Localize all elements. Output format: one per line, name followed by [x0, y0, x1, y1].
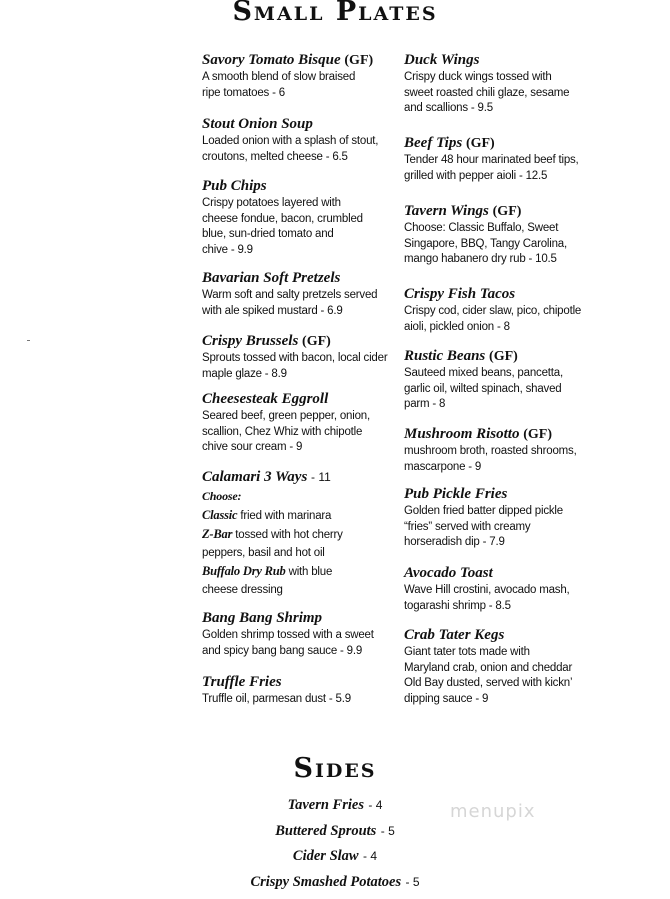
gluten-free-tag: (GF) — [302, 334, 331, 349]
item-desc-line: Loaded onion with a splash of stout, — [202, 135, 379, 147]
item-desc-line: Giant tater tots made with — [404, 646, 530, 658]
item-desc-line: aioli, pickled onion - 8 — [404, 320, 510, 333]
item-desc-line: Choose: Classic Buffalo, Sweet — [404, 222, 559, 234]
item-desc-line: A smooth blend of slow braised — [202, 71, 356, 83]
item-desc-line: Truffle oil, parmesan dust - 5.9 — [202, 693, 351, 705]
item-desc-line: and spicy bang bang sauce - 9.9 — [202, 644, 363, 657]
menu-item — [202, 391, 392, 456]
item-desc-line: Old Bay dusted, served with kickn’ — [404, 677, 573, 689]
item-name: Rustic Beans — [404, 348, 486, 364]
menu-item — [202, 116, 392, 165]
item-desc-line: togarashi shrimp - 8.5 — [404, 599, 511, 612]
gluten-free-tag: (GF) — [344, 53, 374, 68]
item-desc-line: ripe tomatoes - 6 — [202, 86, 285, 99]
side-price: - 5 — [405, 875, 420, 889]
item-name: Bang Bang Shrimp — [202, 610, 323, 626]
menu-item — [404, 426, 599, 475]
side-price: - 4 — [368, 798, 383, 812]
item-desc-line: horseradish dip - 7.9 — [404, 536, 505, 548]
item-desc-line: blue, sun-dried tomato and — [202, 228, 334, 240]
item-desc-line: chive sour cream - 9 — [202, 441, 303, 453]
menu-item — [202, 52, 392, 101]
item-name: Duck Wings — [404, 52, 480, 68]
menu-item — [202, 333, 392, 382]
side-price: - 4 — [363, 849, 378, 863]
item-name: Cheesesteak Eggroll — [202, 391, 329, 407]
item-name: Crispy Brussels — [202, 333, 299, 349]
side-name: Cider Slaw — [292, 848, 359, 864]
item-price: - 11 — [311, 470, 331, 484]
item-desc-line: parm - 8 — [404, 398, 446, 410]
item-desc-line: croutons, melted cheese - 6.5 — [202, 150, 348, 163]
item-name: Avocado Toast — [404, 565, 493, 581]
watermark: menupix — [450, 801, 536, 822]
side-item — [0, 822, 670, 840]
item-name: Stout Onion Soup — [202, 116, 313, 132]
side-item — [0, 796, 670, 814]
item-desc-line: Crispy duck wings tossed with — [404, 71, 552, 83]
item-desc-line: grilled with pepper aioli - 12.5 — [404, 169, 548, 182]
option-name: Classic — [202, 508, 238, 522]
gluten-free-tag: (GF) — [523, 427, 552, 442]
item-name: Mushroom Risotto — [404, 426, 520, 442]
item-desc-line: and scallions - 9.5 — [404, 102, 493, 114]
item-desc-line: garlic oil, wilted spinach, shaved — [404, 382, 562, 395]
item-desc-line: Sauteed mixed beans, pancetta, — [404, 367, 563, 379]
item-desc-line: Crispy potatoes layered with — [202, 197, 341, 209]
item-name: Crab Tater Kegs — [404, 627, 505, 643]
item-desc-line: mango habanero dry rub - 10.5 — [404, 253, 557, 265]
small-plates-heading: Small Plates — [232, 0, 438, 27]
option-desc: peppers, basil and hot oil — [202, 547, 325, 559]
menu-item — [404, 286, 599, 335]
item-desc-line: mushroom broth, roasted shrooms, — [404, 445, 577, 457]
item-name: Bavarian Soft Pretzels — [202, 270, 341, 286]
option-desc: with blue — [288, 566, 333, 578]
option-name: Z-Bar — [202, 527, 233, 541]
item-name: Pub Chips — [202, 178, 267, 194]
choose-label: Choose: — [202, 489, 242, 503]
item-desc-line: chive - 9.9 — [202, 243, 253, 256]
side-price: - 5 — [380, 824, 395, 838]
item-desc-line: Crispy cod, cider slaw, pico, chipotle — [404, 305, 582, 317]
item-name: Savory Tomato Bisque — [202, 52, 341, 68]
item-desc-line: dipping sauce - 9 — [404, 692, 489, 705]
item-desc-line: cheese fondue, bacon, crumbled — [202, 212, 363, 225]
side-name: Crispy Smashed Potatoes — [250, 874, 402, 890]
sides-heading: Sides — [293, 753, 377, 784]
item-desc-line: Golden shrimp tossed with a sweet — [202, 629, 374, 641]
menu-item — [202, 270, 392, 319]
item-desc-line: Seared beef, green pepper, onion, — [202, 410, 370, 422]
menu-item — [404, 135, 599, 184]
gluten-free-tag: (GF) — [489, 349, 518, 364]
scan-artifact — [27, 340, 30, 341]
item-desc-line: Warm soft and salty pretzels served — [202, 289, 378, 301]
menu-item — [404, 627, 599, 707]
item-name: Calamari 3 Ways — [202, 469, 308, 485]
side-item — [0, 873, 670, 891]
menu-item — [404, 203, 599, 268]
option-desc: cheese dressing — [202, 584, 283, 596]
option-name: Buffalo Dry Rub — [202, 564, 286, 578]
gluten-free-tag: (GF) — [465, 136, 495, 151]
menu-item — [202, 610, 392, 659]
gluten-free-tag: (GF) — [492, 204, 522, 219]
item-desc-line: maple glaze - 8.9 — [202, 367, 287, 380]
side-item — [0, 847, 670, 865]
menu-item — [202, 178, 392, 258]
item-name: Crispy Fish Tacos — [404, 286, 516, 302]
side-name: Buttered Sprouts — [275, 823, 377, 839]
item-desc-line: Maryland crab, onion and cheddar — [404, 661, 573, 674]
menu-item — [404, 52, 599, 117]
option-desc: tossed with hot cherry — [235, 529, 343, 541]
item-name: Pub Pickle Fries — [404, 486, 508, 502]
item-desc-line: “fries” served with creamy — [404, 520, 531, 533]
item-name: Beef Tips — [404, 135, 463, 151]
item-desc-line: Wave Hill crostini, avocado mash, — [404, 584, 570, 596]
item-desc-line: scallion, Chez Whiz with chipotle — [202, 425, 363, 438]
item-name: Tavern Wings — [404, 203, 489, 219]
item-desc-line: mascarpone - 9 — [404, 460, 482, 473]
menu-item — [202, 674, 392, 708]
item-desc-line: Sprouts tossed with bacon, local cider — [202, 352, 388, 364]
item-desc-line: Tender 48 hour marinated beef tips, — [404, 154, 579, 166]
item-desc-line: Golden fried batter dipped pickle — [404, 505, 563, 517]
menu-item — [404, 486, 599, 551]
item-desc-line: sweet roasted chili glaze, sesame — [404, 86, 570, 99]
menu-item — [404, 348, 599, 413]
side-name: Tavern Fries — [287, 797, 364, 813]
menu-item-calamari — [202, 469, 392, 599]
item-name: Truffle Fries — [202, 674, 282, 690]
item-desc-line: Singapore, BBQ, Tangy Carolina, — [404, 237, 567, 250]
menu-item — [404, 565, 599, 614]
item-desc-line: with ale spiked mustard - 6.9 — [202, 304, 343, 317]
option-desc: fried with marinara — [240, 510, 332, 522]
